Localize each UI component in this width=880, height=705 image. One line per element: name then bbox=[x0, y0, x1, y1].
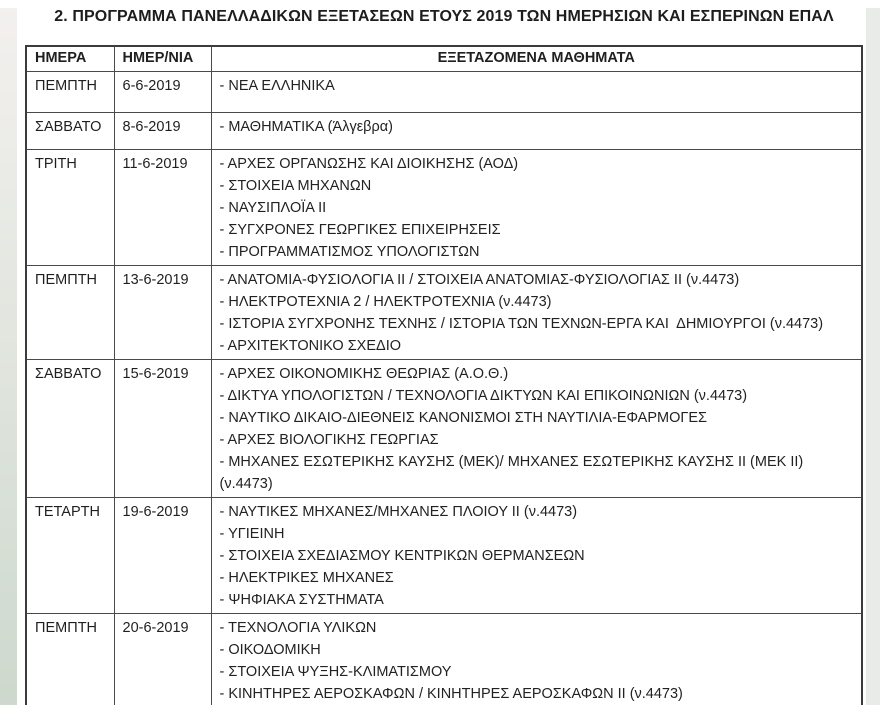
subject-line: - ΤΕΧΝΟΛΟΓΙΑ ΥΛΙΚΩΝ bbox=[219, 619, 377, 636]
subject-line: - ΝΑΥΤΙΚΕΣ ΜΗΧΑΝΕΣ/ΜΗΧΑΝΕΣ ΠΛΟΙΟΥ ΙΙ (ν.4473) bbox=[219, 503, 578, 520]
page-title: 2. ΠΡΟΓΡΑΜΜΑ ΠΑΝΕΛΛΑΔΙΚΩΝ ΕΞΕΤΑΣΕΩΝ ΕΤΟΥΣ 2019 ΤΩΝ ΗΜΕΡΗΣΙΩΝ ΚΑΙ ΕΣΠΕΡΙΝΩΝ ΕΠΑΛ bbox=[54, 8, 834, 25]
table-row bbox=[26, 613, 862, 705]
subject-line: - ΠΡΟΓΡΑΜΜΑΤΙΣΜΟΣ ΥΠΟΛΟΓΙΣΤΩΝ bbox=[219, 243, 480, 260]
table-row bbox=[26, 112, 862, 149]
day-cell: ΠΕΜΠΤΗ bbox=[26, 265, 114, 359]
subjects-cell bbox=[211, 613, 862, 705]
subjects-cell bbox=[211, 71, 862, 112]
day-cell: ΤΡΙΤΗ bbox=[26, 149, 114, 265]
date-cell: 19-6-2019 bbox=[114, 497, 211, 613]
subject-line: - ΗΛΕΚΤΡΟΤΕΧΝΙΑ 2 / ΗΛΕΚΤΡΟΤΕΧΝΙΑ (ν.4473) bbox=[219, 293, 552, 310]
subject-line: - ΝΕΑ ΕΛΛΗΝΙΚΑ bbox=[219, 77, 335, 94]
exam-schedule-table bbox=[25, 45, 863, 705]
day-cell: ΠΕΜΠΤΗ bbox=[26, 71, 114, 112]
table-row bbox=[26, 71, 862, 112]
subjects-cell bbox=[211, 497, 862, 613]
subject-line: - ΣΥΓΧΡΟΝΕΣ ΓΕΩΡΓΙΚΕΣ ΕΠΙΧΕΙΡΗΣΕΙΣ bbox=[219, 221, 501, 238]
col-header-day: ΗΜΕΡΑ bbox=[26, 46, 114, 71]
subject-line: - ΙΣΤΟΡΙΑ ΣΥΓΧΡΟΝΗΣ ΤΕΧΝΗΣ / ΙΣΤΟΡΙΑ ΤΩΝ ΤΕΧΝΩΝ-ΕΡΓΑ ΚΑΙ ΔΗΜΙΟΥΡΓΟΙ (ν.4473) bbox=[219, 315, 824, 332]
day-cell: ΣΑΒΒΑΤΟ bbox=[26, 112, 114, 149]
page-edge-right bbox=[866, 8, 880, 705]
date-cell: 11-6-2019 bbox=[114, 149, 211, 265]
subject-line: - ΗΛΕΚΤΡΙΚΕΣ ΜΗΧΑΝΕΣ bbox=[219, 569, 394, 586]
table-row bbox=[26, 149, 862, 265]
table-row bbox=[26, 265, 862, 359]
subject-line: - ΝΑΥΤΙΚΟ ΔΙΚΑΙΟ-ΔΙΕΘΝΕΙΣ ΚΑΝΟΝΙΣΜΟΙ ΣΤΗ ΝΑΥΤΙΛΙΑ-ΕΦΑΡΜΟΓΕΣ bbox=[219, 409, 708, 426]
subject-line: - ΚΙΝΗΤΗΡΕΣ ΑΕΡΟΣΚΑΦΩΝ / ΚΙΝΗΤΗΡΕΣ ΑΕΡΟΣΚΑΦΩΝ ΙΙ (ν.4473) bbox=[219, 685, 683, 702]
date-cell: 13-6-2019 bbox=[114, 265, 211, 359]
subject-line: - ΔΙΚΤΥΑ ΥΠΟΛΟΓΙΣΤΩΝ / ΤΕΧΝΟΛΟΓΙΑ ΔΙΚΤΥΩΝ ΚΑΙ ΕΠΙΚΟΙΝΩΝΙΩΝ (ν.4473) bbox=[219, 387, 748, 404]
subject-line: - ΑΡΧΕΣ ΒΙΟΛΟΓΙΚΗΣ ΓΕΩΡΓΙΑΣ bbox=[219, 431, 439, 448]
subject-line: - ΑΡΧΙΤΕΚΤΟΝΙΚΟ ΣΧΕΔΙΟ bbox=[219, 337, 402, 354]
subject-line: - ΑΡΧΕΣ ΟΙΚΟΝΟΜΙΚΗΣ ΘΕΩΡΙΑΣ (Α.Ο.Θ.) bbox=[219, 365, 509, 382]
subject-line: - ΜΑΘΗΜΑΤΙΚΑ (Άλγεβρα) bbox=[219, 118, 393, 135]
subject-line: - ΑΝΑΤΟΜΙΑ-ΦΥΣΙΟΛΟΓΙΑ ΙΙ / ΣΤΟΙΧΕΙΑ ΑΝΑΤΟΜΙΑΣ-ΦΥΣΙΟΛΟΓΙΑΣ ΙΙ (ν.4473) bbox=[219, 271, 740, 288]
subject-line: - ΣΤΟΙΧΕΙΑ ΣΧΕΔΙΑΣΜΟΥ ΚΕΝΤΡΙΚΩΝ ΘΕΡΜΑΝΣΕΩΝ bbox=[219, 547, 585, 564]
day-cell: ΣΑΒΒΑΤΟ bbox=[26, 359, 114, 497]
date-cell: 20-6-2019 bbox=[114, 613, 211, 705]
date-cell: 6-6-2019 bbox=[114, 71, 211, 112]
subject-line: - ΣΤΟΙΧΕΙΑ ΜΗΧΑΝΩΝ bbox=[219, 177, 372, 194]
subjects-cell bbox=[211, 149, 862, 265]
date-cell: 8-6-2019 bbox=[114, 112, 211, 149]
subject-line: - ΥΓΙΕΙΝΗ bbox=[219, 525, 285, 542]
subjects-cell bbox=[211, 265, 862, 359]
subject-line: - ΟΙΚΟΔΟΜΙΚΗ bbox=[219, 641, 321, 658]
table-row bbox=[26, 359, 862, 497]
col-header-date: ΗΜΕΡ/ΝΙΑ bbox=[114, 46, 211, 71]
subject-line: - ΨΗΦΙΑΚΑ ΣΥΣΤΗΜΑΤΑ bbox=[219, 591, 384, 608]
table-row bbox=[26, 497, 862, 613]
day-cell: ΠΕΜΠΤΗ bbox=[26, 613, 114, 705]
subjects-cell bbox=[211, 112, 862, 149]
day-cell: ΤΕΤΑΡΤΗ bbox=[26, 497, 114, 613]
subject-line: - ΝΑΥΣΙΠΛΟΪΑ ΙΙ bbox=[219, 199, 327, 216]
col-header-subjects: ΕΞΕΤΑΖΟΜΕΝΑ ΜΑΘΗΜΑΤΑ bbox=[211, 46, 862, 71]
header-row bbox=[26, 46, 862, 71]
subjects-cell bbox=[211, 359, 862, 497]
date-cell: 15-6-2019 bbox=[114, 359, 211, 497]
page-edge-left bbox=[0, 8, 17, 705]
subject-line: - ΑΡΧΕΣ ΟΡΓΑΝΩΣΗΣ ΚΑΙ ΔΙΟΙΚΗΣΗΣ (ΑΟΔ) bbox=[219, 155, 519, 172]
subject-line: - ΣΤΟΙΧΕΙΑ ΨΥΞΗΣ-ΚΛΙΜΑΤΙΣΜΟΥ bbox=[219, 663, 452, 680]
subject-line: - ΜΗΧΑΝΕΣ ΕΣΩΤΕΡΙΚΗΣ ΚΑΥΣΗΣ (ΜΕΚ)/ ΜΗΧΑΝΕΣ ΕΣΩΤΕΡΙΚΗΣ ΚΑΥΣΗΣ ΙΙ (ΜΕΚ ΙΙ) (ν.4473) bbox=[219, 453, 804, 492]
